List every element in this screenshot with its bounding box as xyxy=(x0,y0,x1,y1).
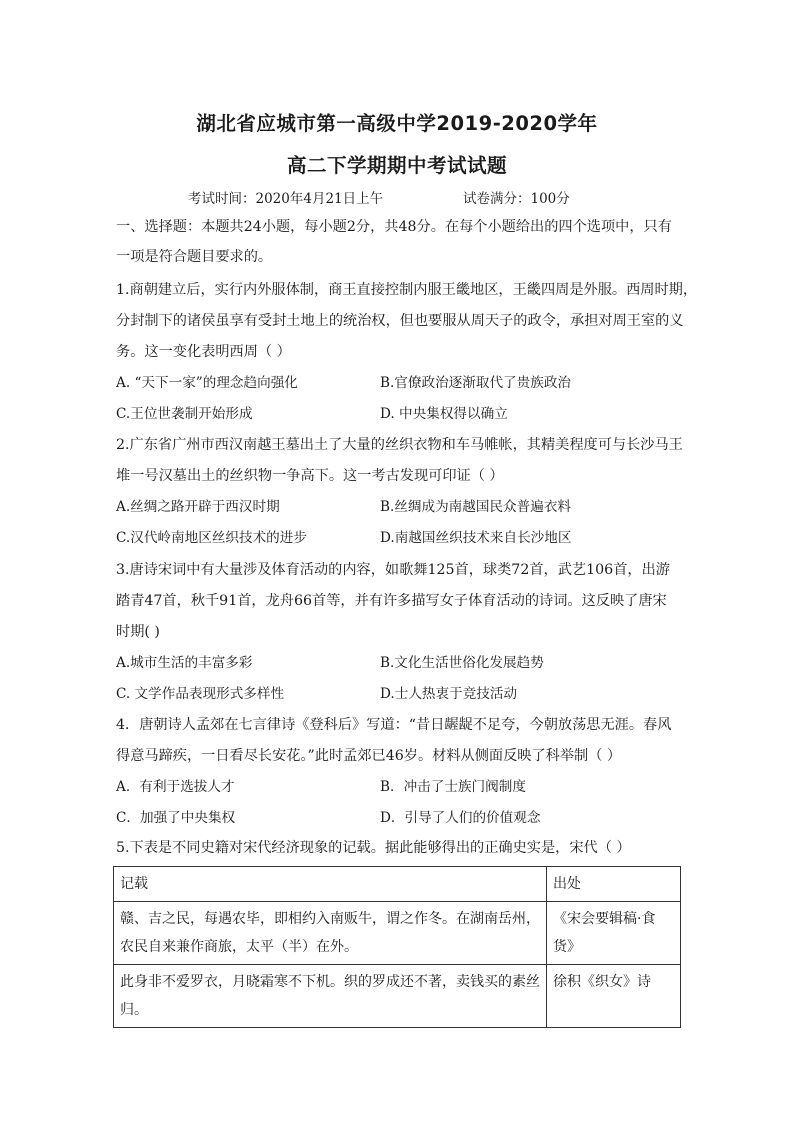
source-line: 《宋会要辑稿·食 xyxy=(553,911,656,927)
record-line: 赣、吉之民，每遇农毕，即相约入南贩牛，谓之作冬。在湖南岳州， xyxy=(120,911,540,927)
question-1-text: 分封制下的诸侯虽享有受封土地上的统治权，但也要服从周天子的政令，承担对周王室的义 xyxy=(116,313,684,329)
question-1-option-b: B.官僚政治逐渐取代了贵族政治 xyxy=(380,375,572,391)
source-line: 货》 xyxy=(553,939,581,955)
question-2-option-a: A.丝绸之路开辟于西汉时期 xyxy=(116,499,280,515)
record-line: 归。 xyxy=(120,1002,148,1018)
question-4-option-d: D．引导了人们的价值观念 xyxy=(380,810,541,826)
question-4-option-c: C．加强了中央集权 xyxy=(116,810,236,826)
table-header-record: 记载 xyxy=(114,867,547,902)
table-cell-source xyxy=(547,902,681,965)
question-4-text: 得意马蹄疾，一日看尽长安花。”此时孟郊已46岁。材料从侧面反映了科举制（ ） xyxy=(116,748,622,764)
question-1-option-d: D. 中央集权得以确立 xyxy=(380,406,508,422)
question-3-option-a: A.城市生活的丰富多彩 xyxy=(116,655,253,671)
question-2-text: 堆一号汉墓出土的丝织物一争高下。这一考古发现可印证（ ） xyxy=(116,468,504,484)
section-instruction: 一项是符合题目要求的。 xyxy=(116,249,273,265)
question-3-option-b: B.文化生活世俗化发展趋势 xyxy=(380,655,544,671)
record-line: 农民自来兼作商旅，太平（半）在外。 xyxy=(120,939,358,955)
exam-title-line1: 湖北省应城市第一高级中学2019-2020学年 xyxy=(196,112,598,135)
question-2-text: 2.广东省广州市西汉南越王墓出土了大量的丝织衣物和车马帷帐，其精美程度可与长沙马王 xyxy=(116,437,683,453)
records-table xyxy=(113,866,681,1028)
question-3-option-d: D.士人热衷于竞技活动 xyxy=(380,686,518,702)
table-cell-record xyxy=(114,965,547,1028)
table-cell-record xyxy=(114,902,547,965)
full-score: 试卷满分：100分 xyxy=(463,191,570,207)
table-header-source: 出处 xyxy=(547,867,681,902)
question-4-option-b: B．冲击了士族门阀制度 xyxy=(380,779,526,795)
exam-title-line2: 高二下学期期中考试试题 xyxy=(286,154,507,177)
table-row xyxy=(114,965,681,1028)
question-2-option-c: C.汉代岭南地区丝织技术的进步 xyxy=(116,530,307,546)
question-5-text: 5.下表是不同史籍对宋代经济现象的记载。据此能够得出的正确史实是，宋代（ ） xyxy=(116,840,631,856)
question-1-option-c: C.王位世袭制开始形成 xyxy=(116,406,253,422)
table-header-row xyxy=(114,867,681,902)
source-line: 徐积《织女》诗 xyxy=(553,974,651,990)
section-instruction: 一、选择题：本题共24小题，每小题2分，共48分。在每个小题给出的四个选项中，只有 xyxy=(116,219,672,235)
question-3-option-c: C. 文学作品表现形式多样性 xyxy=(116,686,285,702)
question-1-text: 1.商朝建立后，实行内外服体制，商王直接控制内服王畿地区，王畿四周是外服。西周时期， xyxy=(116,282,698,298)
table-cell-source xyxy=(547,965,681,1028)
question-3-text: 3.唐诗宋词中有大量涉及体育活动的内容，如歌舞125首，球类72首，武艺106首，出游 xyxy=(116,562,670,578)
question-3-text: 踏青47首，秋千91首，龙舟66首等，并有许多描写女子体育活动的诗词。这反映了唐宋 xyxy=(116,593,667,609)
question-2-option-b: B.丝绸成为南越国民众普遍衣料 xyxy=(380,499,572,515)
question-4-option-a: A．有利于选拔人才 xyxy=(116,779,235,795)
question-4-text: 4．唐朝诗人孟郊在七言律诗《登科后》写道：“昔日龌龊不足夸，今朝放荡思无涯。春风 xyxy=(116,717,672,733)
question-1-option-a: A. “天下一家”的理念趋向强化 xyxy=(116,375,298,391)
question-3-text: 时期( ) xyxy=(116,624,160,640)
exam-time: 考试时间：2020年4月21日上午 xyxy=(188,191,384,207)
question-1-text: 务。这一变化表明西周（ ） xyxy=(116,344,291,360)
record-line: 此身非不爱罗衣，月晓霜寒不下机。织的罗成还不著，卖钱买的素丝 xyxy=(120,974,540,990)
table-row xyxy=(114,902,681,965)
question-2-option-d: D.南越国丝织技术来自长沙地区 xyxy=(380,530,572,546)
